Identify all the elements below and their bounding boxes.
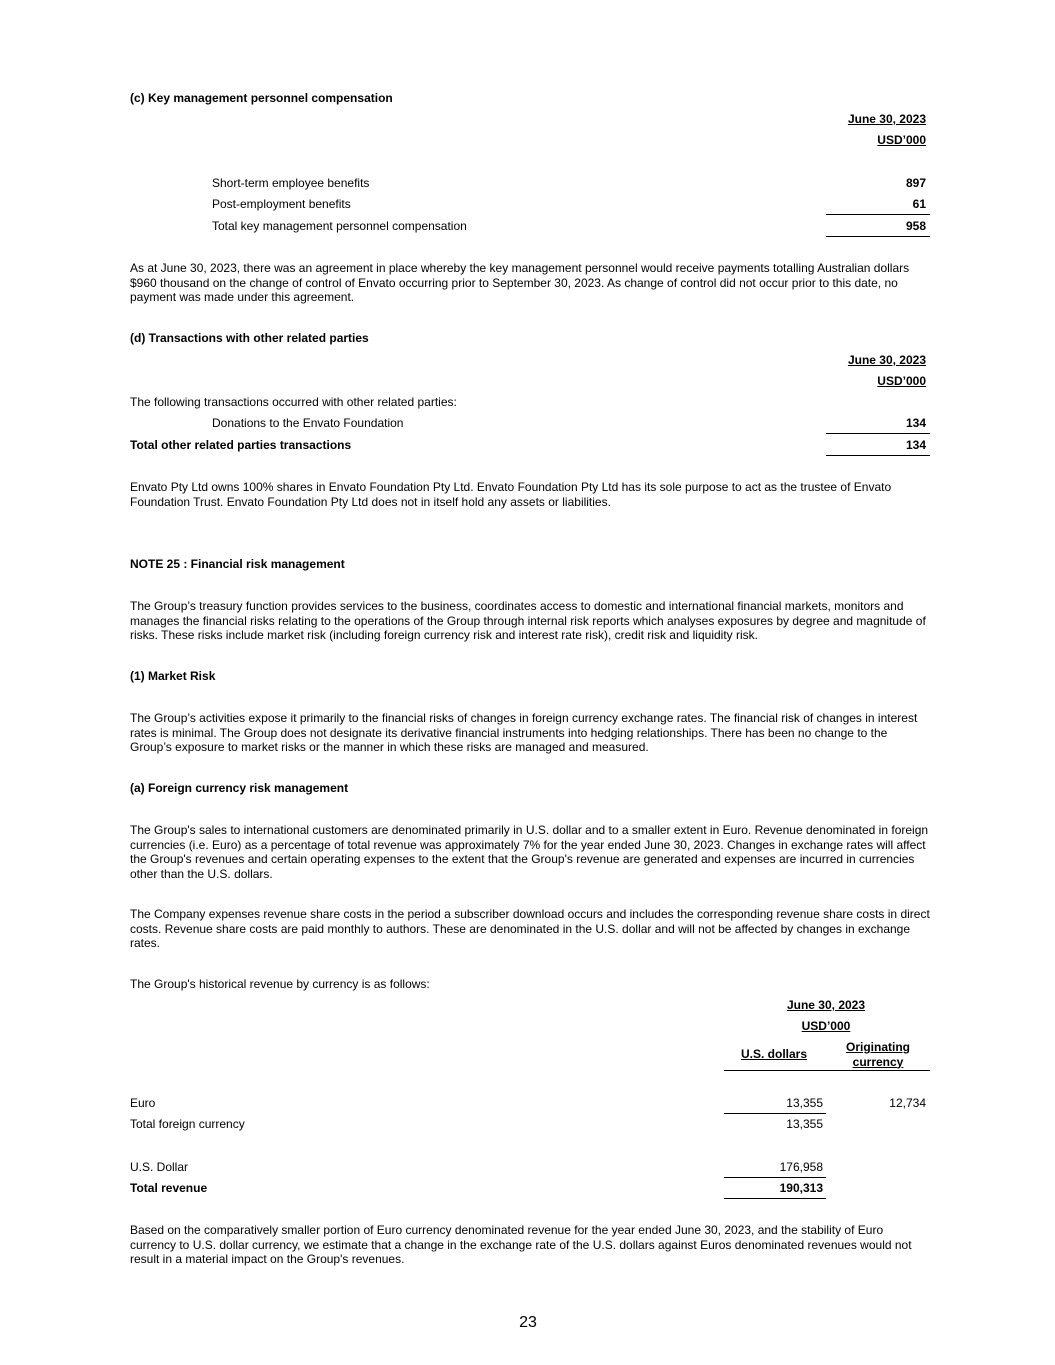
fx-paragraph: The Company expenses revenue share costs in the period a subscriber download occurs and includes the corresponding revenue share costs in direct costs. Revenue share costs are paid monthly to authors. These are denominated in the U.S. dollar and will not be affected by changes in exchange rates. bbox=[130, 907, 930, 950]
fx-closing-paragraph: Based on the comparatively smaller portion of Euro currency denominated revenue for the year ended June 30, 2023, and the stability of Euro currency to U.S. dollar currency, we estimate that a change in the exchange rate of the U.S. dollars against Euros denominated revenues would not result in a material impact on the Group's revenues. bbox=[130, 1223, 912, 1266]
fx-paragraph: The Group's sales to international customers are denominated primarily in U.S. dollar and to a smaller extent in Euro. Revenue denominated in foreign currencies (i.e. Euro) as a percentage of total revenue was approximately 7% for the year ended June 30, 2023. Changes in exchange rates will affect the Group's revenues and certain operating expenses to the extent that the Group's revenue are generated and expenses are incurred in currencies other than the U.S. dollars. bbox=[130, 823, 929, 881]
fx-row-label: U.S. Dollar bbox=[130, 1160, 189, 1174]
fx-total-label: Total revenue bbox=[130, 1181, 208, 1195]
market-heading: (1) Market Risk bbox=[130, 669, 216, 683]
related-row-value: 134 bbox=[905, 416, 926, 430]
fx-col-usd: U.S. dollars bbox=[740, 1047, 808, 1061]
kmp-row-value: 897 bbox=[905, 176, 926, 190]
kmp-row-label: Post-employment benefits bbox=[212, 197, 351, 211]
related-note: Envato Pty Ltd owns 100% shares in Envato Foundation Pty Ltd. Envato Foundation Pty Ltd has its sole purpose to act as the trustee of Envato Foundation Trust. Envato Foundation Pty Ltd does not in itself hold any assets or liabilities. bbox=[130, 480, 892, 509]
fx-header-rule bbox=[724, 1070, 930, 1071]
kmp-total-rule bbox=[826, 236, 930, 237]
related-total-label: Total other related parties transactions bbox=[130, 438, 352, 452]
related-total-rule bbox=[826, 455, 930, 456]
related-col-unit: USD’000 bbox=[877, 374, 926, 388]
fx-table-intro: The Group's historical revenue by currency is as follows: bbox=[130, 977, 430, 991]
fx-col-originating-line1: Originating bbox=[846, 1040, 910, 1054]
related-subtotal-rule bbox=[826, 433, 930, 434]
fx-heading: (a) Foreign currency risk management bbox=[130, 781, 349, 795]
fx-row-usd: 13,355 bbox=[786, 1096, 823, 1110]
fx-subtotal-rule bbox=[724, 1177, 826, 1178]
page-number: 23 bbox=[519, 1314, 537, 1331]
fx-row-orig: 12,734 bbox=[889, 1096, 926, 1110]
fx-row-label: Euro bbox=[130, 1096, 156, 1110]
kmp-subtotal-rule bbox=[826, 214, 930, 215]
fx-subtotal-rule bbox=[724, 1113, 826, 1114]
fx-col-originating bbox=[828, 1040, 928, 1069]
related-row-label: Donations to the Envato Foundation bbox=[212, 416, 404, 430]
related-col-date: June 30, 2023 bbox=[847, 353, 926, 367]
market-paragraph: The Group’s activities expose it primarily to the financial risks of changes in foreign currency exchange rates. The financial risk of changes in interest rates is minimal. The Group does not designate its derivative financial instruments into hedging relationships. There has been no change to the Group’s exposure to market risks or the manner in which these risks are managed and measured. bbox=[130, 711, 918, 754]
related-total-value: 134 bbox=[905, 438, 926, 452]
kmp-note: As at June 30, 2023, there was an agreement in place whereby the key management personnel would receive payments totalling Australian dollars $960 thousand on the change of control of Envato occurring prior to September 30, 2023. As change of control did not occur prior to this date, no payment was made under this agreement. bbox=[130, 261, 910, 304]
fx-row-usd: 176,958 bbox=[779, 1160, 823, 1174]
fx-total-usd: 190,313 bbox=[779, 1181, 823, 1195]
kmp-total-value: 958 bbox=[905, 219, 926, 233]
kmp-row-label: Short-term employee benefits bbox=[212, 176, 370, 190]
fx-row-usd: 13,355 bbox=[786, 1117, 823, 1131]
kmp-row-value: 61 bbox=[912, 197, 926, 211]
fx-col-originating-line2: currency bbox=[852, 1054, 904, 1069]
kmp-col-date: June 30, 2023 bbox=[847, 112, 926, 126]
related-heading: (d) Transactions with other related parties bbox=[130, 331, 369, 345]
fx-col-unit: USD’000 bbox=[801, 1019, 851, 1033]
fx-total-rule bbox=[724, 1198, 826, 1199]
kmp-heading: (c) Key management personnel compensation bbox=[130, 91, 393, 105]
note25-paragraph: The Group’s treasury function provides services to the business, coordinates access to domestic and international financial markets, monitors and manages the financial risks relating to the operations of the Group through internal risk reports which analyses exposures by degree and magnitude of risks. These risks include market risk (including foreign currency risk and interest rate risk), credit risk and liquidity risk. bbox=[130, 599, 926, 642]
kmp-total-label: Total key management personnel compensation bbox=[212, 219, 467, 233]
fx-row-label: Total foreign currency bbox=[130, 1117, 245, 1131]
fx-col-date: June 30, 2023 bbox=[786, 998, 866, 1012]
kmp-col-unit: USD’000 bbox=[877, 133, 926, 147]
note25-heading: NOTE 25 : Financial risk management bbox=[130, 557, 345, 571]
related-intro: The following transactions occurred with other related parties: bbox=[130, 395, 457, 409]
